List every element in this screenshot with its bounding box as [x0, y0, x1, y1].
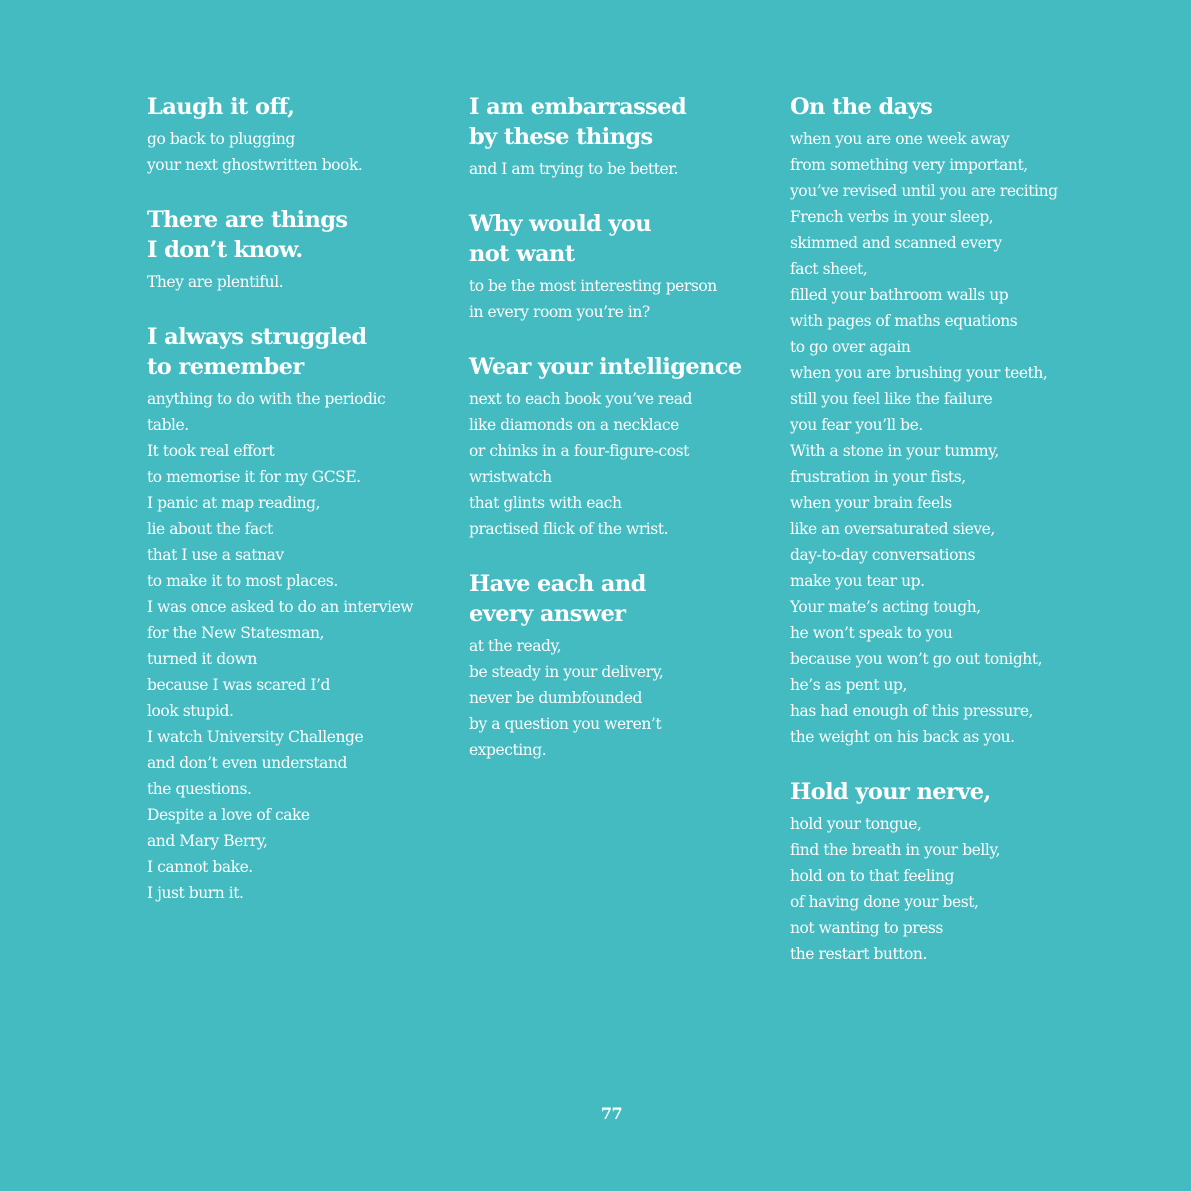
poem-line: With a stone in your tummy, — [790, 442, 999, 460]
poem-line: next to each book you’ve read — [469, 390, 692, 408]
stanza — [790, 777, 1110, 967]
column-3 — [790, 92, 1110, 994]
stanza-lines — [469, 273, 769, 325]
poem-line: he’s as pent up, — [790, 676, 907, 694]
poem-line: when you are brushing your teeth, — [790, 364, 1048, 382]
poem-line: because I was scared I’d — [147, 676, 330, 694]
poem-line: with pages of maths equations — [790, 312, 1018, 330]
column-2 — [469, 92, 769, 790]
stanza-lines — [147, 269, 447, 295]
poem-line: practised flick of the wrist. — [469, 520, 669, 538]
stanza-heading: Wear your intelligence — [469, 354, 742, 380]
poem-line: skimmed and scanned every — [790, 234, 1002, 252]
stanza — [469, 569, 769, 763]
stanza-lines — [147, 126, 447, 178]
poem-line: in every room you’re in? — [469, 303, 650, 321]
stanza-heading: Why would you not want — [469, 211, 652, 267]
poem-line: wristwatch — [469, 468, 552, 486]
poem-line: French verbs in your sleep, — [790, 208, 994, 226]
poem-line: and Mary Berry, — [147, 832, 268, 850]
stanza — [790, 92, 1110, 750]
stanza — [147, 92, 447, 178]
stanza-lines — [469, 633, 769, 763]
poem-line: the questions. — [147, 780, 252, 798]
poem-line: he won’t speak to you — [790, 624, 953, 642]
stanza-heading: Hold your nerve, — [790, 779, 991, 805]
poem-line: find the breath in your belly, — [790, 841, 1001, 859]
poem-line: your next ghostwritten book. — [147, 156, 363, 174]
poem-line: look stupid. — [147, 702, 234, 720]
poem-line: you fear you’ll be. — [790, 416, 923, 434]
poem-line: I was once asked to do an interview — [147, 598, 414, 616]
stanza — [469, 92, 769, 182]
stanza — [469, 352, 769, 542]
stanza-heading: On the days — [790, 94, 933, 120]
poem-line: turned it down — [147, 650, 257, 668]
stanza-lines — [790, 126, 1110, 750]
poem-line: expecting. — [469, 741, 547, 759]
poem-line: be steady in your delivery, — [469, 663, 664, 681]
poem-line: I panic at map reading, — [147, 494, 321, 512]
poem-line: when you are one week away — [790, 130, 1010, 148]
poem-line: still you feel like the failure — [790, 390, 993, 408]
stanza-heading: There are things I don’t know. — [147, 207, 348, 263]
stanza-heading: Laugh it off, — [147, 94, 295, 120]
poem-line: when your brain feels — [790, 494, 952, 512]
poem-line: and don’t even understand — [147, 754, 347, 772]
poem-line: It took real effort — [147, 442, 275, 460]
poem-line: table. — [147, 416, 189, 434]
stanza-lines — [469, 156, 769, 182]
poem-line: hold on to that feeling — [790, 867, 955, 885]
poem-line: Despite a love of cake — [147, 806, 310, 824]
poem-line: that I use a satnav — [147, 546, 284, 564]
poem-line: from something very important, — [790, 156, 1028, 174]
poem-line: lie about the fact — [147, 520, 273, 538]
poem-line: not wanting to press — [790, 919, 943, 937]
poem-line: frustration in your fists, — [790, 468, 966, 486]
poem-line: to memorise it for my GCSE. — [147, 468, 361, 486]
poem-line: never be dumbfounded — [469, 689, 643, 707]
poem-line: for the New Statesman, — [147, 624, 325, 642]
poem-line: They are plentiful. — [147, 273, 284, 291]
stanza-lines — [469, 386, 769, 542]
poem-line: to be the most interesting person — [469, 277, 717, 295]
poem-line: by a question you weren’t — [469, 715, 662, 733]
poem-line: like an oversaturated sieve, — [790, 520, 995, 538]
column-1 — [147, 92, 447, 933]
stanza — [147, 205, 447, 295]
poem-line: to make it to most places. — [147, 572, 338, 590]
poem-line: I cannot bake. — [147, 858, 253, 876]
poem-line: because you won’t go out tonight, — [790, 650, 1043, 668]
poem-line: I just burn it. — [147, 884, 244, 902]
poem-line: to go over again — [790, 338, 911, 356]
poem-line: the weight on his back as you. — [790, 728, 1015, 746]
poem-line: has had enough of this pressure, — [790, 702, 1034, 720]
poem-line: day-to-day conversations — [790, 546, 975, 564]
poem-line: Your mate’s acting tough, — [790, 598, 981, 616]
poem-line: like diamonds on a necklace — [469, 416, 679, 434]
poem-line: go back to plugging — [147, 130, 295, 148]
poem-line: and I am trying to be better. — [469, 160, 678, 178]
poem-line: make you tear up. — [790, 572, 925, 590]
poem-line: that glints with each — [469, 494, 622, 512]
stanza — [147, 322, 447, 906]
poem-line: fact sheet, — [790, 260, 868, 278]
poem-line: you’ve revised until you are reciting — [790, 182, 1058, 200]
poem-line: of having done your best, — [790, 893, 979, 911]
stanza-heading: I am embarrassed by these things — [469, 94, 687, 150]
poem-line: hold your tongue, — [790, 815, 922, 833]
poem-line: filled your bathroom walls up — [790, 286, 1009, 304]
stanza-lines — [147, 386, 447, 906]
poem-line: or chinks in a four-figure-cost — [469, 442, 689, 460]
poem-line: I watch University Challenge — [147, 728, 364, 746]
poem-line: the restart button. — [790, 945, 927, 963]
poem-line: anything to do with the periodic — [147, 390, 386, 408]
page-number: 77 — [600, 1104, 623, 1123]
stanza-lines — [790, 811, 1110, 967]
poem-line: at the ready, — [469, 637, 562, 655]
stanza-heading: Have each and every answer — [469, 571, 646, 627]
stanza-heading: I always struggled to remember — [147, 324, 367, 380]
stanza — [469, 209, 769, 325]
